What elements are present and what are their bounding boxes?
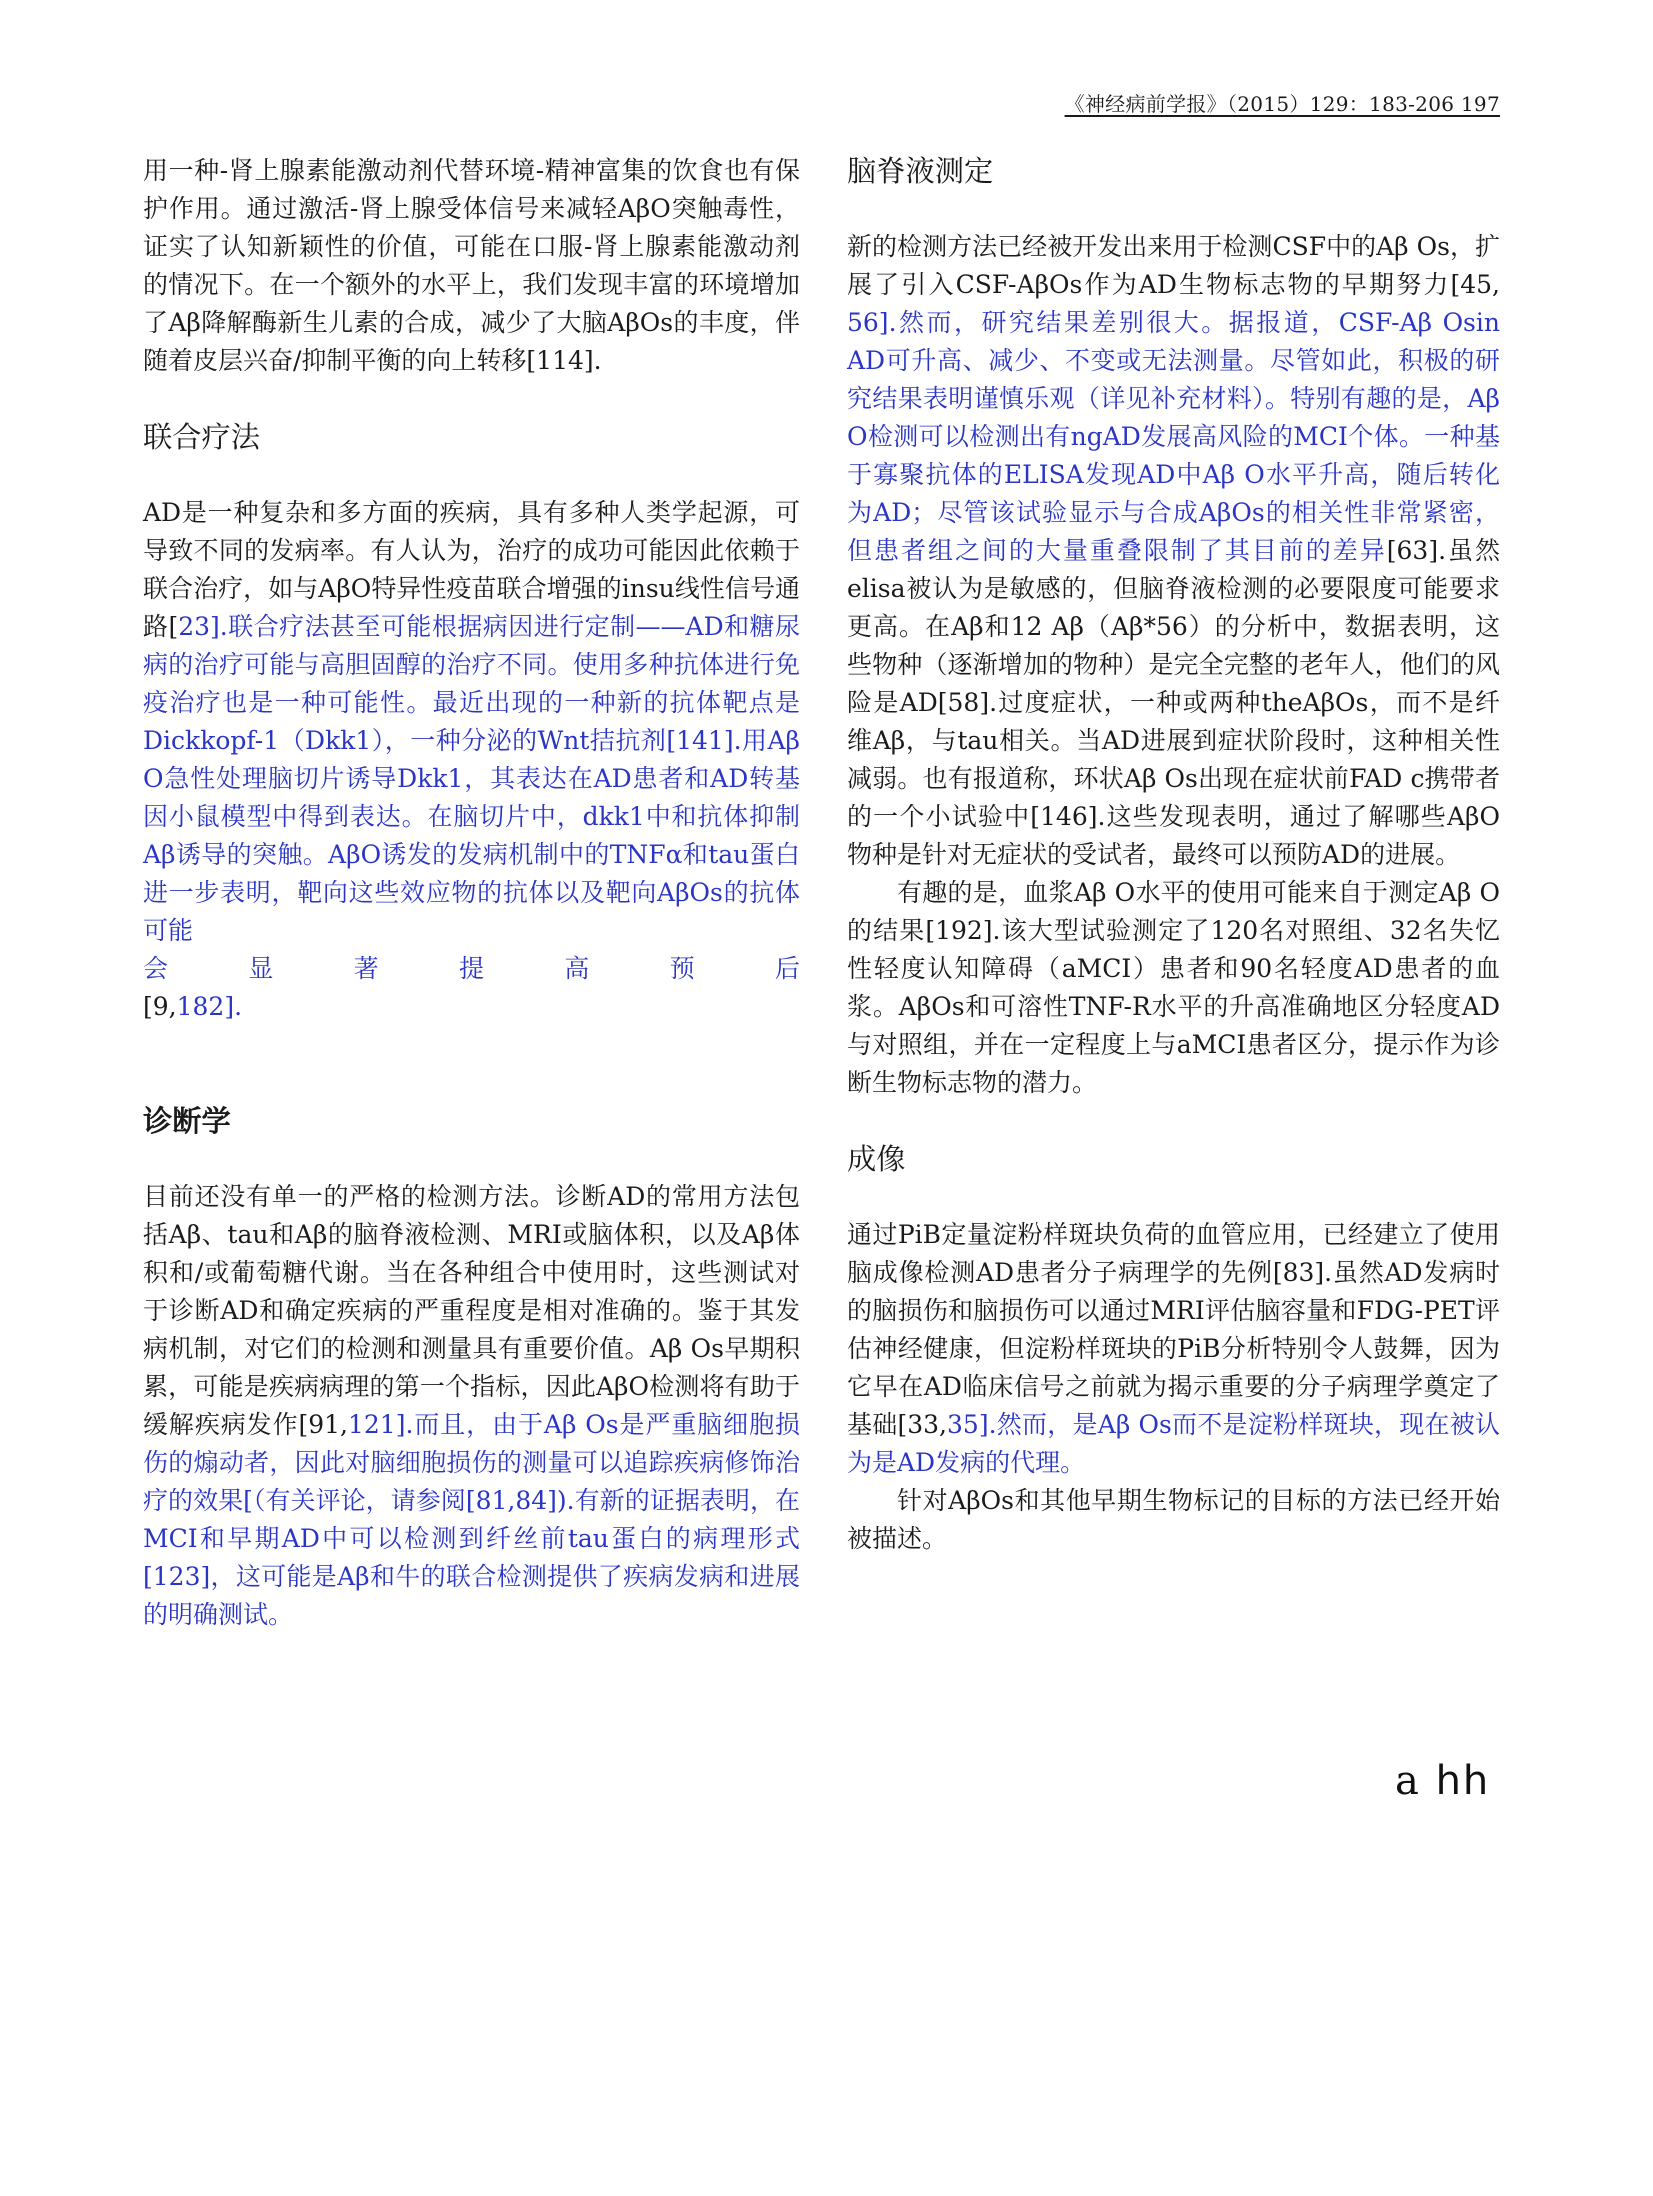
heading-csf-assay: 脑脊液测定 bbox=[847, 154, 994, 188]
paragraph-plasma-levels: 有趣的是，血浆Aβ O水平的使用可能来自于测定Aβ O的结果[192].该大型试验测定了120名对照组、32名失忆性轻度认知障碍（aMCI）患者和90名轻度AD患者的血浆。AβOs和可溶性TNF-R水平的升高准确地区分轻度AD与对照组，并在一定程度上与aMCI患者区分，提示作为诊断生物标志物的潜力。 bbox=[847, 878, 1500, 1097]
journal-citation-header: 《神经病前学报》（2015）129：183-206 197 bbox=[1064, 92, 1500, 116]
citation-link[interactable]: 182]. bbox=[176, 992, 243, 1021]
page-corner-mark: a 𝗁𝗁 bbox=[1395, 1758, 1491, 1804]
highlighted-text: 56].然而，研究结果差别很大。据报道，CSF-Aβ Osin AD可升高、减少、不变或无法测量。尽管如此，积极的研究结果表明谨慎乐观（详见补充材料）。特别有趣的是，Aβ O检测可以检测出有ngAD发展高风险的MCI个体。一种基于寡聚抗体的ELISA发现AD中Aβ O水平升高，随后转化为AD；尽管该试验显示与合成AβOs的相关性非常紧密，但患者组之间的大量重叠限制了其目前的差异 bbox=[847, 308, 1500, 565]
paragraph-combination-therapy bbox=[143, 494, 800, 950]
spread-line: 会 显 著 提 高 预 后 bbox=[143, 954, 800, 983]
paragraph-text: 通过PiB定量淀粉样斑块负荷的血管应用，已经建立了使用脑成像检测AD患者分子病理学的先例[83].虽然AD发病时的脑损伤和脑损伤可以通过MRI评估脑容量和FDG-PET评估神经健康，但淀粉样斑块的PiB分析特别令人鼓舞，因为它早在AD临床信号之前就为揭示重要的分子病理学奠定了基础[33, bbox=[847, 1220, 1500, 1439]
paragraph-text: [63].虽然elisa被认为是敏感的，但脑脊液检测的必要限度可能要求更高。在Aβ和12 Aβ（Aβ*56）的分析中，数据表明，这些物种（逐渐增加的物种）是完全完整的老年人，他们的风险是AD[58].过度症状，一种或两种theAβOs，而不是纤维Aβ，与tau相关。当AD进展到症状阶段时，这种相关性减弱。也有报道称，环状Aβ Os出现在症状前FAD c携带者的一个小试验中[146].这些发现表明，通过了解哪些AβO物种是针对无症状的受试者，最终可以预防AD的进展。 bbox=[847, 536, 1500, 869]
highlighted-text: 35].然而，是Aβ Os而不是淀粉样斑块，现在被认为是AD发病的代理。 bbox=[847, 1410, 1501, 1477]
paragraph-text: 目前还没有单一的严格的检测方法。诊断AD的常用方法包括Aβ、tau和Aβ的脑脊液检测、MRI或脑体积，以及Aβ体积和/或葡萄糖代谢。当在各种组合中使用时，这些测试对于诊断AD和确定疾病的严重程度是相对准确的。鉴于其发病机制，对它们的检测和测量具有重要价值。Aβ Os早期积累，可能是疾病病理的第一个指标，因此AβO检测将有助于缓解疾病发作[91, bbox=[143, 1182, 800, 1439]
highlighted-text: .联合疗法甚至可能根据病因进行定制——AD和糖尿病的治疗可能与高胆固醇的治疗不同。使用多种抗体进行免疫治疗也是一种可能性。最近出现的一种新的抗体靶点是Dickkopf-1（Dkk1），一种分泌的Wnt拮抗剂[141].用Aβ O急性处理脑切片诱导Dkk1，其表达在AD患者和AD转基因小鼠模型中得到表达。在脑切片中，dkk1中和抗体抑制Aβ诱导的突触。AβO诱发的发病机制中的TNFα和tau蛋白进一步表明，靶向这些效应物的抗体以及靶向AβOs的抗体可能 bbox=[143, 612, 800, 945]
paragraph-early-biomarkers: 针对AβOs和其他早期生物标记的目标的方法已经开始被描述。 bbox=[847, 1486, 1500, 1553]
paragraph-text: [9, bbox=[143, 992, 177, 1021]
paragraph-diagnostics bbox=[143, 1178, 800, 1634]
heading-diagnostics: 诊断学 bbox=[143, 1104, 231, 1138]
heading-imaging: 成像 bbox=[847, 1142, 906, 1176]
heading-combination-therapy: 联合疗法 bbox=[143, 420, 260, 454]
citation-link[interactable]: 23] bbox=[178, 612, 220, 641]
paragraph-text: AD是一种复杂和多方面的疾病，具有多种人类学起源，可导致不同的发病率。有人认为，治疗的成功可能因此依赖于联合治疗，如与AβO特异性疫苗联合增强的insu线性信号通路[ bbox=[143, 498, 800, 641]
highlighted-text: 121].而且，由于Aβ Os是严重脑细胞损伤的煽动者，因此对脑细胞损伤的测量可以追踪疾病修饰治疗的效果[（有关评论，请参阅[81,84]).有新的证据表明，在MCI和早期AD中可以检测到纤丝前tau蛋白的病理形式[123]，这可能是Aβ和牛的联合检测提供了疾病发病和进展的明确测试。 bbox=[143, 1410, 800, 1629]
paragraph-imaging bbox=[847, 1216, 1500, 1482]
paragraph-text: 新的检测方法已经被开发出来用于检测CSF中的Aβ Os，扩展了引入CSF-AβOs作为AD生物标志物的早期努力[45, bbox=[847, 232, 1500, 299]
right-column bbox=[847, 152, 1500, 1558]
paragraph-enriched-environment: 用一种-肾上腺素能激动剂代替环境-精神富集的饮食也有保护作用。通过激活-肾上腺受体信号来减轻AβO突触毒性，证实了认知新颖性的价值，可能在口服-肾上腺素能激动剂的情况下。在一个额外的水平上，我们发现丰富的环境增加了Aβ降解酶新生儿素的合成，减少了大脑AβOs的丰度，伴随着皮层兴奋/抑制平衡的向上转移[114]. bbox=[143, 156, 800, 375]
paragraph-csf-assay bbox=[847, 228, 1500, 874]
left-column bbox=[143, 152, 800, 1634]
paragraph-citation-line bbox=[143, 988, 800, 1026]
